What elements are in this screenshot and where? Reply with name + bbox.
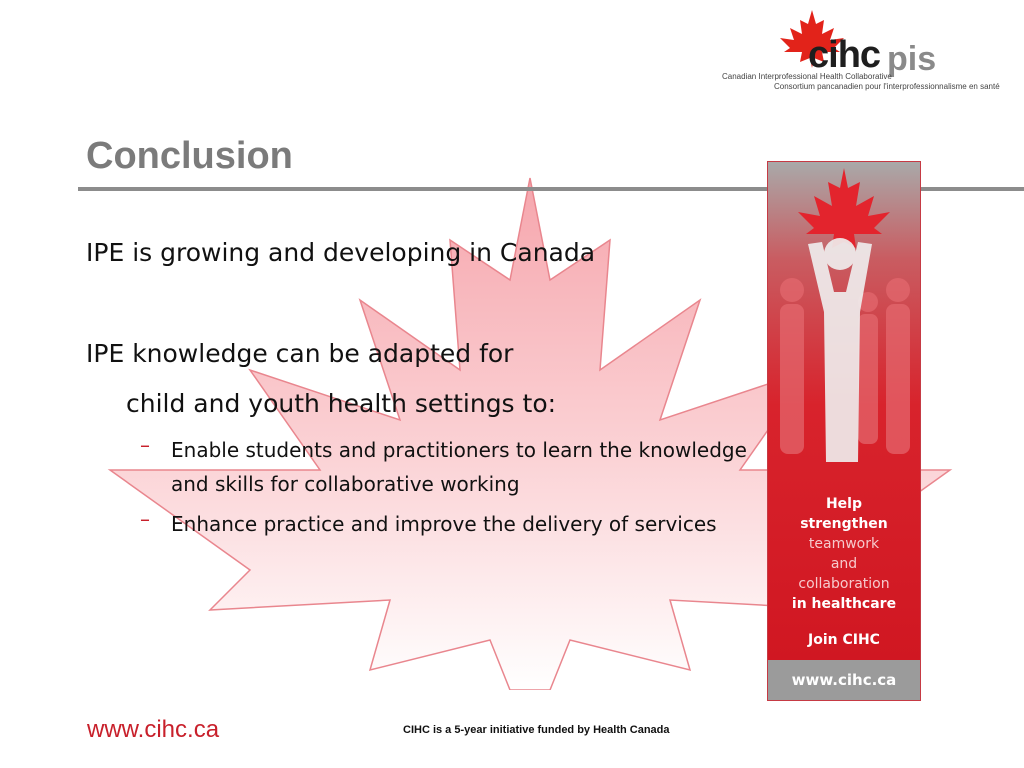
slide-title: Conclusion <box>86 135 293 177</box>
banner-url-link[interactable]: www.cihc.ca <box>791 671 897 689</box>
bullet-item-2: Enhance practice and improve the delivery of services <box>171 512 717 536</box>
content-line-1: IPE is growing and developing in Canada <box>86 238 596 267</box>
logo-french-name: Consortium pancanadien pour l'interprofessionnalisme en santé <box>774 82 1000 91</box>
banner-line: in healthcare <box>791 596 897 612</box>
bullet-marker: – <box>140 507 150 531</box>
logo-wordmark: cihc <box>808 34 881 76</box>
banner-line: Help <box>825 496 863 512</box>
banner-line: teamwork <box>808 536 880 552</box>
bullet-item-1: Enable students and practitioners to learn the knowledge and skills for collaborative working <box>171 438 747 496</box>
banner-illustration <box>768 162 920 701</box>
content-line-3: child and youth health settings to: <box>126 389 557 418</box>
banner-message <box>768 494 920 614</box>
content-line-2: IPE knowledge can be adapted for <box>86 339 514 368</box>
cihc-banner[interactable] <box>767 161 921 701</box>
footer-note: CIHC is a 5-year initiative funded by Health Canada <box>403 724 670 736</box>
logo-wordmark-secondary: pis <box>887 40 937 78</box>
footer-url-link[interactable]: www.cihc.ca <box>87 716 220 743</box>
logo-english-name: Canadian Interprofessional Health Collaborative <box>722 72 892 81</box>
banner-join-link[interactable]: Join CIHC <box>808 632 880 648</box>
banner-line: strengthen <box>800 516 888 532</box>
banner-line: and <box>830 556 858 572</box>
bullet-marker: – <box>140 433 150 457</box>
cihc-logo <box>722 8 1022 90</box>
banner-line: collaboration <box>798 576 890 592</box>
